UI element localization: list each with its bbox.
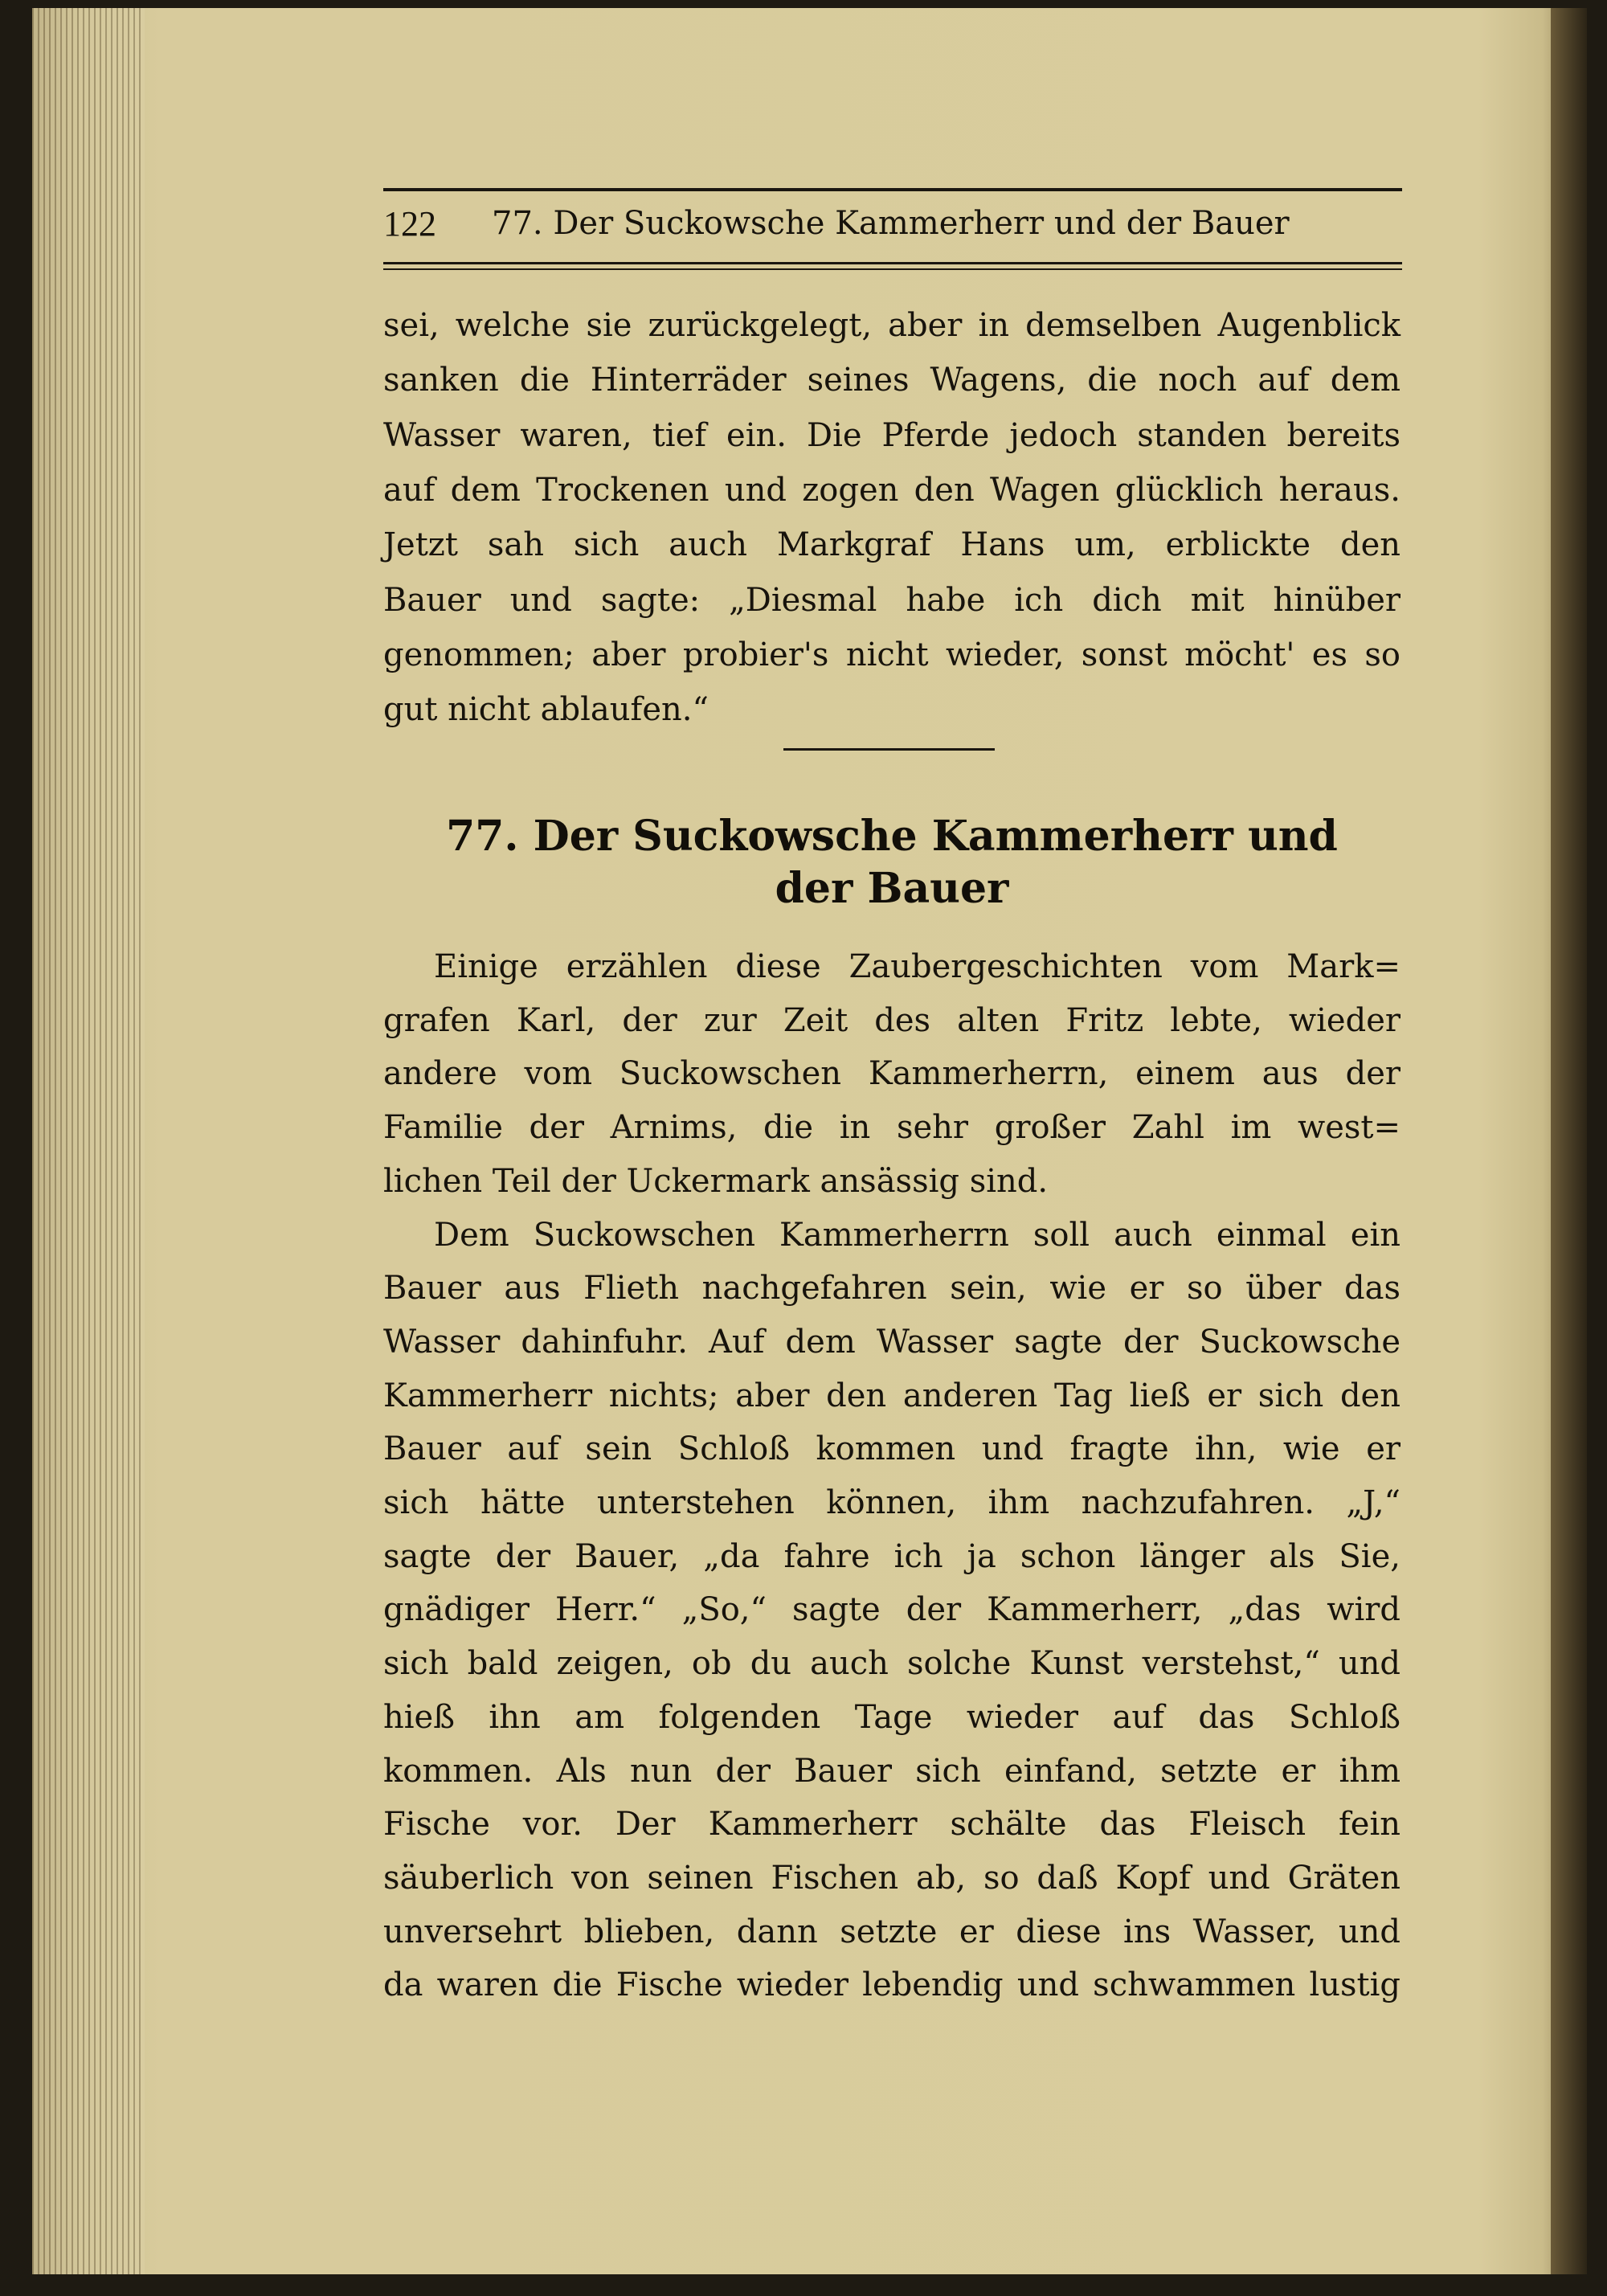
text-line: Bauer aus Flieth nachgefahren sein, wie er so über das: [383, 1270, 1401, 1308]
text-line: andere vom Suckowschen Kammerherrn, einem aus der: [383, 1055, 1401, 1093]
text-line: auf dem Trockenen und zogen den Wagen glücklich heraus.: [383, 471, 1401, 509]
text-line: sanken die Hinterräder seines Wagens, die noch auf dem: [383, 362, 1401, 399]
text-line: grafen Karl, der zur Zeit des alten Fritz lebte, wieder: [383, 1001, 1401, 1039]
text-line: hieß ihn am folgenden Tage wieder auf das Schloß: [383, 1698, 1401, 1736]
text-line: sei, welche sie zurückgelegt, aber in demselben Augenblick: [383, 307, 1401, 344]
text-line: Einige erzählen diese Zaubergeschichten vom Mark=: [434, 948, 1401, 985]
text-line: Kammerherr nichts; aber den anderen Tag ließ er sich den: [383, 1377, 1401, 1414]
header-double-rule-bottom: [383, 268, 1402, 270]
text-line: Jetzt sah sich auch Markgraf Hans um, erblickte den: [383, 526, 1401, 564]
running-header: [383, 197, 1402, 245]
text-line: gnädiger Herr.“ „So,“ sagte der Kammerherr, „das wird: [383, 1591, 1401, 1629]
text-line: gut nicht ablaufen.“: [383, 691, 709, 729]
page-edges: [32, 8, 145, 2274]
text-line: sich hätte unterstehen können, ihm nachzufahren. „J,“: [383, 1484, 1401, 1521]
text-line: lichen Teil der Uckermark ansässig sind.: [383, 1162, 1049, 1200]
text-line: sagte der Bauer, „da fahre ich ja schon länger als Sie,: [383, 1537, 1401, 1575]
text-line: Fische vor. Der Kammerherr schälte das Fleisch fein: [383, 1806, 1401, 1844]
text-line: Wasser dahinfuhr. Auf dem Wasser sagte der Suckowsche: [383, 1323, 1401, 1361]
header-top-rule: [383, 188, 1402, 191]
header-double-rule-top: [383, 262, 1402, 264]
page-number: 122: [383, 204, 436, 244]
section-heading-line-2: der Bauer: [775, 864, 1009, 913]
text-line: Dem Suckowschen Kammerherrn soll auch einmal ein: [434, 1216, 1401, 1254]
section-separator: [783, 748, 995, 751]
section-heading-line-1: 77. Der Suckowsche Kammerherr und: [446, 812, 1338, 861]
text-line: genommen; aber probier's nicht wieder, sonst möcht' es so: [383, 636, 1401, 673]
text-line: unversehrt blieben, dann setzte er diese ins Wasser, und: [383, 1913, 1401, 1950]
running-title: 77. Der Suckowsche Kammerherr und der Bauer: [492, 205, 1290, 242]
text-line: sich bald zeigen, ob du auch solche Kunst verstehst,“ und: [383, 1645, 1401, 1683]
text-line: säuberlich von seinen Fischen ab, so daß Kopf und Gräten: [383, 1859, 1401, 1897]
text-line: Familie der Arnims, die in sehr großer Zahl im west=: [383, 1109, 1401, 1147]
text-line: Bauer und sagte: „Diesmal habe ich dich mit hinüber: [383, 581, 1401, 619]
text-line: da waren die Fische wieder lebendig und schwammen lustig: [383, 1967, 1401, 2004]
text-line: Bauer auf sein Schloß kommen und fragte ihn, wie er: [383, 1430, 1401, 1468]
text-line: kommen. Als nun der Bauer sich einfand, setzte er ihm: [383, 1752, 1401, 1790]
book-binding: [1551, 8, 1587, 2274]
text-line: Wasser waren, tief ein. Die Pferde jedoch standen bereits: [383, 416, 1401, 454]
